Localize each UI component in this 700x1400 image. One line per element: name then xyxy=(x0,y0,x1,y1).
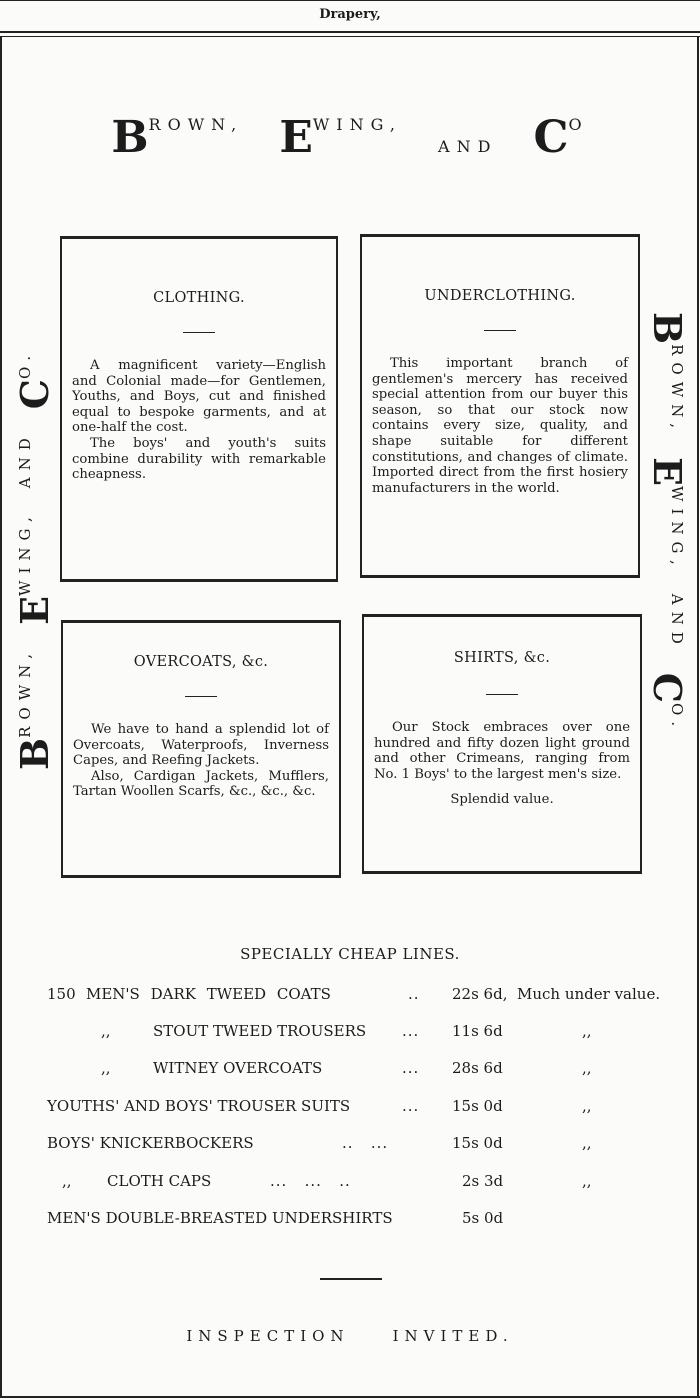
bottom-rule xyxy=(0,1396,700,1398)
top-rule xyxy=(0,0,700,1)
cheap-lines-title: SPECIALLY CHEAP LINES. xyxy=(240,945,460,963)
divider xyxy=(486,694,518,695)
side-text-right: BROWN,EWING,ANDCO. xyxy=(645,312,690,734)
price-row: ,, STOUT TWEED TROUSERS ... 11s 6d ,, xyxy=(101,1022,592,1040)
footer-divider xyxy=(320,1278,382,1280)
title-word-brown: BROWN, xyxy=(111,112,244,163)
header-rule-thin xyxy=(0,36,700,37)
box-body: Our Stock embraces over one hundred and fifty dozen light ground and other Crimeans, ranging from No. 1 Boys' to the largest men's size. Splendid value. xyxy=(374,720,630,808)
title-word-and: AND xyxy=(438,137,498,156)
inspection-invited: INSPECTION INVITED. xyxy=(186,1327,514,1345)
box-body: We have to hand a splendid lot of Overcoats, Waterproofs, Inverness Capes, and Reefing Jackets. Also, Cardigan Jackets, Mufflers, Tartan Woollen Scarfs, &c., &c., &c. xyxy=(73,722,329,800)
price-row: YOUTHS' AND BOYS' TROUSER SUITS ... 15s 0d ,, xyxy=(47,1097,592,1115)
box-note: Splendid value. xyxy=(450,792,554,808)
box-heading: SHIRTS, &c. xyxy=(453,650,551,666)
section-label: Drapery, xyxy=(319,7,381,22)
box-heading: OVERCOATS, &c. xyxy=(133,654,269,670)
box-heading: UNDERCLOTHING. xyxy=(424,288,576,304)
firm-title xyxy=(0,112,700,163)
title-word-co: CO xyxy=(533,112,589,163)
price-row: ,, WITNEY OVERCOATS ... 28s 6d ,, xyxy=(101,1059,592,1077)
price-row: ,, CLOTH CAPS ... ... .. 2s 3d ,, xyxy=(62,1172,592,1190)
price-row: 150 MEN'S DARK TWEED COATS .. 22s 6d, Much under value. xyxy=(47,985,661,1003)
box-body: A magnificent variety—English and Colonial made—for Gentlemen, Youths, and Boys, cut and finished equal to bespoke garments, and at one-half the cost. The boys' and youth's suits combine durability with remarkable cheapness. xyxy=(72,358,326,483)
price-row: BOYS' KNICKERBOCKERS .. ... 15s 0d ,, xyxy=(47,1134,592,1152)
price-row: MEN'S DOUBLE-BREASTED UNDERSHIRTS 5s 0d xyxy=(47,1209,504,1227)
box-shirts xyxy=(362,614,642,874)
box-overcoats xyxy=(61,620,341,878)
box-underclothing xyxy=(360,234,640,578)
box-clothing xyxy=(60,236,338,582)
divider xyxy=(185,696,217,697)
box-heading: CLOTHING. xyxy=(153,290,245,306)
box-body: This important branch of gentlemen's mercery has received special attention from our buyer this season, so that our stock now contains every size, quality, and shape suitable for different constitutions, and changes of climate. Imported direct from the first hosiery manufacturers in the world. xyxy=(372,356,628,496)
side-text-left: BROWN,EWING,ANDCO. xyxy=(12,348,57,770)
header-rule xyxy=(0,31,700,33)
divider xyxy=(484,330,516,331)
title-word-ewing: EWING, xyxy=(279,112,402,163)
divider xyxy=(183,332,215,333)
